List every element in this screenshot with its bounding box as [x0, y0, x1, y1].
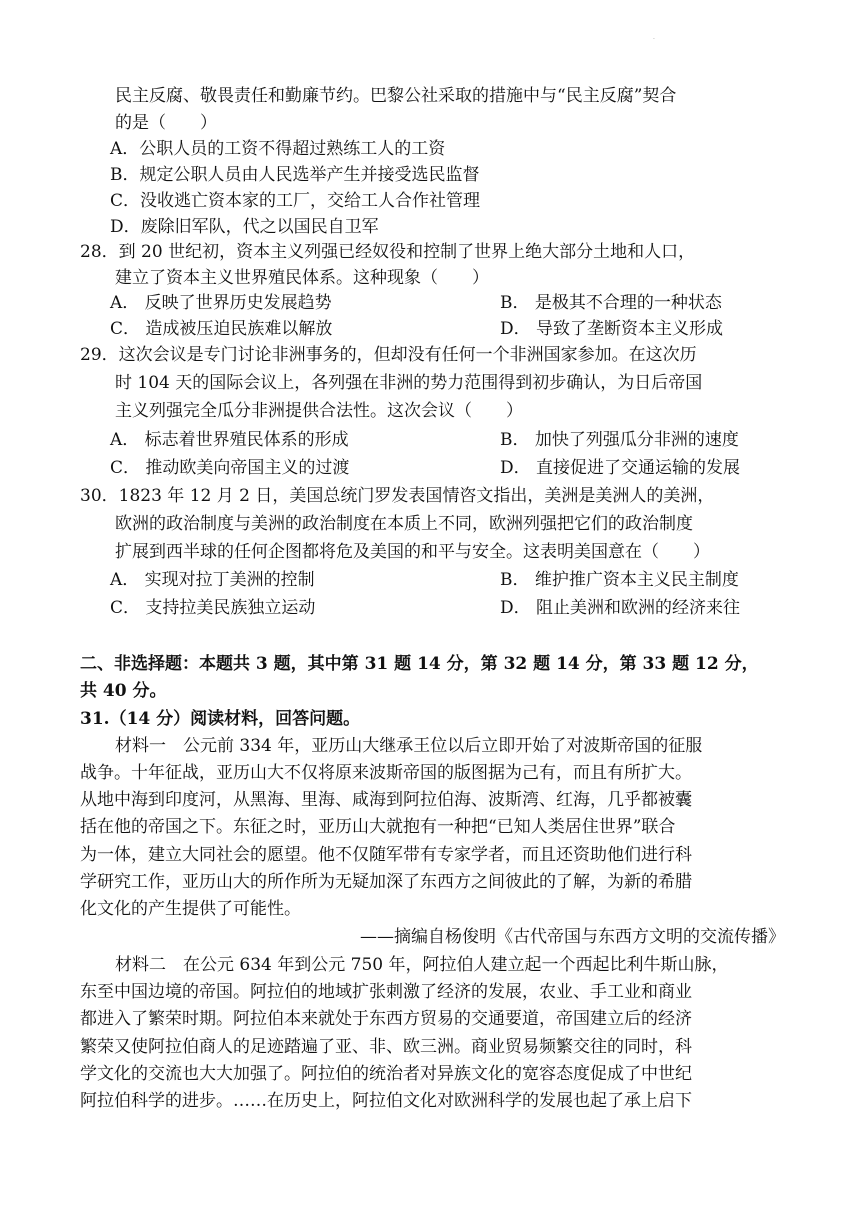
- q30-option-a: A． 实现对拉丁美洲的控制: [110, 570, 315, 590]
- q31-material2-line-4: 繁荣又使阿拉伯商人的足迹踏遍了亚、非、欧三洲。商业贸易频繁交往的同时，科: [80, 1037, 692, 1057]
- q29-options-row-2: [110, 456, 741, 480]
- q31-material2-line-6: 阿拉伯科学的进步。……在历史上，阿拉伯文化对欧洲科学的发展也起了承上启下: [80, 1091, 692, 1111]
- q28-options-row-1: [110, 291, 722, 315]
- q30-options-row-1: [110, 568, 739, 592]
- q28-option-b: B． 是极其不合理的一种状态: [500, 293, 722, 313]
- q31-material2-line-2: 东至中国边境的帝国。阿拉伯的地域扩张刺激了经济的发展，农业、手工业和商业: [80, 982, 692, 1002]
- q31-material1-line-2: 战争。十年征战，亚历山大不仅将原来波斯帝国的版图据为己有，而且有所扩大。: [80, 763, 692, 783]
- q29-option-a: A． 标志着世界殖民体系的形成: [110, 430, 349, 450]
- q28-option-a: A． 反映了世界历史发展趋势: [110, 293, 332, 313]
- q29-option-b: B． 加快了列强瓜分非洲的速度: [500, 430, 739, 450]
- q30-stem-line-3: 扩展到西半球的任何企图都将危及美国的和平与安全。这表明美国意在（ ）: [115, 542, 710, 562]
- q31-source-1: ——摘编自杨俊明《古代帝国与东西方文明的交流传播》: [360, 927, 785, 947]
- q31-material1-line-7: 化文化的产生提供了可能性。: [80, 899, 301, 919]
- q30-stem-line-2: 欧洲的政治制度与美洲的政治制度在本质上不同，欧洲列强把它们的政治制度: [115, 514, 693, 534]
- q31-material1-line-5: 为一体，建立大同社会的愿望。他不仅随军带有专家学者，而且还资助他们进行科: [80, 845, 692, 865]
- q28-option-c: C． 造成被压迫民族难以解放: [110, 319, 333, 339]
- q28-option-d: D． 导致了垄断资本主义形成: [500, 319, 724, 339]
- section2-heading-line-1: 二、非选择题：本题共 3 题，其中第 31 题 14 分，第 32 题 14 分，第 33 题 12 分，: [80, 654, 759, 674]
- q31-material1-line-6: 学研究工作，亚历山大的所作所为无疑加深了东西方之间彼此的了解，为新的希腊: [80, 872, 692, 892]
- q31-material1-line-1: 材料一 公元前 334 年，亚历山大继承王位以后立即开始了对波斯帝国的征服: [115, 736, 703, 756]
- q29-stem-line-1: 29．这次会议是专门讨论非洲事务的，但却没有任何一个非洲国家参加。在这次历: [80, 345, 697, 365]
- q28-stem-line-1: 28．到 20 世纪初，资本主义列强已经奴役和控制了世界上绝大部分土地和人口，: [80, 242, 696, 262]
- q31-material1-line-4: 括在他的帝国之下。东征之时，亚历山大就抱有一种把“已知人类居住世界”联合: [80, 817, 676, 837]
- q28-stem-line-2: 建立了资本主义世界殖民体系。这种现象（ ）: [115, 268, 489, 288]
- q31-material2-line-3: 都进入了繁荣时期。阿拉伯本来就处于东西方贸易的交通要道，帝国建立后的经济: [80, 1009, 692, 1029]
- q30-options-row-2: [110, 596, 741, 620]
- q27-stem-line-1: 民主反腐、敬畏责任和勤廉节约。巴黎公社采取的措施中与“民主反腐”契合: [115, 86, 677, 106]
- q29-stem-line-3: 主义列强完全瓜分非洲提供合法性。这次会议（ ）: [115, 401, 523, 421]
- q27-option-b: B．规定公职人员由人民选举产生并接受选民监督: [110, 165, 480, 185]
- q29-option-d: D． 直接促进了交通运输的发展: [500, 458, 741, 478]
- section2-heading-line-2: 共 40 分。: [80, 681, 167, 701]
- q28-options-row-2: [110, 317, 724, 341]
- q31-title: 31.（14 分）阅读材料，回答问题。: [80, 709, 361, 729]
- q29-options-row-1: [110, 428, 739, 452]
- q27-stem-line-2: 的是（ ）: [115, 113, 217, 133]
- q31-material2-line-5: 学文化的交流也大大加强了。阿拉伯的统治者对异族文化的宽容态度促成了中世纪: [80, 1064, 692, 1084]
- q27-option-d: D．废除旧军队，代之以国民自卫军: [110, 217, 379, 237]
- q29-option-c: C． 推动欧美向帝国主义的过渡: [110, 458, 350, 478]
- corner-mark: .: [653, 34, 655, 41]
- q27-option-c: C．没收逃亡资本家的工厂，交给工人合作社管理: [110, 191, 481, 211]
- q31-material1-line-3: 从地中海到印度河，从黑海、里海、咸海到阿拉伯海、波斯湾、红海，几乎都被囊: [80, 790, 692, 810]
- q30-option-d: D． 阻止美洲和欧洲的经济来往: [500, 598, 741, 618]
- q29-stem-line-2: 时 104 天的国际会议上，各列强在非洲的势力范围得到初步确认，为日后帝国: [115, 373, 703, 393]
- q30-option-c: C． 支持拉美民族独立运动: [110, 598, 316, 618]
- q30-stem-line-1: 30．1823 年 12 月 2 日，美国总统门罗发表国情咨文指出，美洲是美洲人的美洲，: [80, 486, 715, 506]
- q30-option-b: B． 维护推广资本主义民主制度: [500, 570, 739, 590]
- q31-material2-line-1: 材料二 在公元 634 年到公元 750 年，阿拉伯人建立起一个西起比利牛斯山脉，: [115, 955, 729, 975]
- q27-option-a: A．公职人员的工资不得超过熟练工人的工资: [110, 139, 446, 159]
